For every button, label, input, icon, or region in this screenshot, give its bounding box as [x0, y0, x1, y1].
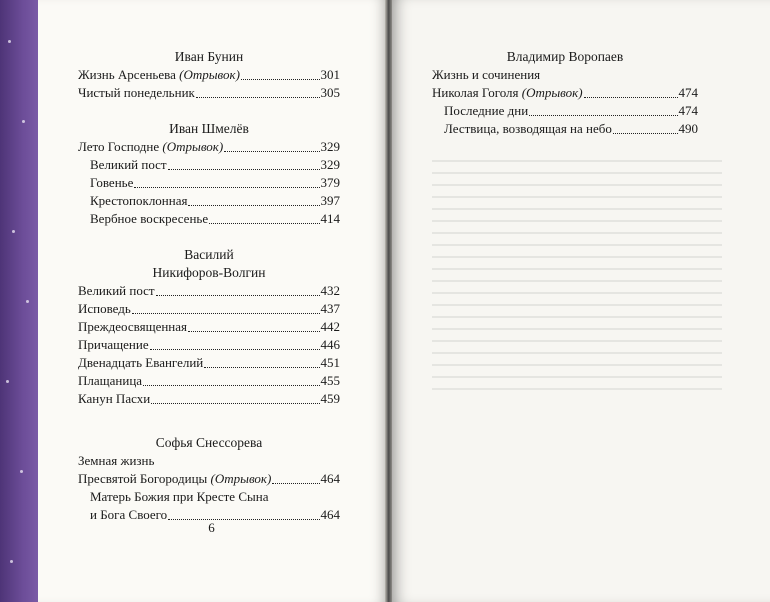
entry-page: 305	[320, 85, 340, 100]
dot-leader	[132, 312, 320, 314]
entry-title-line: Матерь Божия при Кресте Сына	[90, 489, 269, 504]
page-number: 6	[208, 520, 215, 535]
toc-section-snessoreva	[78, 434, 340, 524]
author-name: Владимир Воропаев	[506, 49, 624, 64]
entry-page: 464	[320, 507, 340, 522]
toc-entry	[78, 390, 340, 408]
toc-entry	[78, 470, 340, 488]
entry-page: 459	[320, 391, 340, 406]
dot-leader	[613, 132, 678, 134]
dot-leader	[204, 366, 319, 368]
entry-title: Исповедь	[78, 301, 131, 316]
entry-title: Последние дни	[444, 103, 529, 118]
toc-entry	[78, 318, 340, 336]
entry-title: Пресвятой Богородицы	[78, 471, 211, 486]
toc-entry	[78, 192, 340, 210]
entry-page: 474	[678, 103, 698, 118]
entry-page: 446	[320, 337, 340, 352]
entry-title: Причащение	[78, 337, 149, 352]
dot-leader	[156, 294, 320, 296]
dot-leader	[224, 150, 319, 152]
toc-entry	[78, 138, 340, 156]
entry-note: (Отрывок)	[521, 85, 583, 100]
entry-page: 490	[678, 121, 698, 136]
toc-section-shmelev	[78, 120, 340, 228]
entry-page: 464	[320, 471, 340, 486]
dot-leader	[209, 222, 319, 224]
entry-title: Николая Гоголя	[432, 85, 522, 100]
entry-title: Канун Пасхи	[78, 391, 151, 406]
toc-section-bunin	[78, 48, 340, 102]
entry-note: (Отрывок)	[210, 471, 272, 486]
toc-entry	[78, 66, 340, 84]
entry-page: 329	[320, 157, 340, 172]
entry-title: Великий пост	[90, 157, 167, 172]
dot-leader	[150, 348, 320, 350]
toc-entry	[78, 174, 340, 192]
dot-leader	[272, 482, 319, 484]
left-page	[38, 0, 385, 602]
table-of-contents-left	[78, 48, 340, 542]
toc-entry	[78, 372, 340, 390]
entry-page: 329	[320, 139, 340, 154]
entry-page: 301	[320, 67, 340, 82]
entry-title: Двенадцать Евангелий	[78, 355, 204, 370]
book-cover-edge	[0, 0, 38, 602]
toc-entry	[432, 102, 698, 120]
toc-entry	[78, 210, 340, 228]
toc-entry	[78, 282, 340, 300]
dot-leader	[196, 96, 320, 98]
entry-page: 451	[320, 355, 340, 370]
toc-entry	[432, 84, 698, 102]
entry-title: Крестопоклонная	[90, 193, 188, 208]
entry-page: 437	[320, 301, 340, 316]
entry-note: (Отрывок)	[162, 139, 224, 154]
entry-page: 397	[320, 193, 340, 208]
author-surname: Никифоров-Волгин	[152, 265, 266, 280]
entry-page: 474	[678, 85, 698, 100]
entry-page: 432	[320, 283, 340, 298]
author-name: Иван Бунин	[174, 49, 244, 64]
toc-section-voropaev	[432, 48, 698, 138]
dot-leader	[143, 384, 319, 386]
right-page	[392, 0, 770, 602]
dot-leader	[151, 402, 319, 404]
show-through-text	[432, 150, 722, 500]
entry-title: Преждеосвященная	[78, 319, 188, 334]
toc-entry	[78, 84, 340, 102]
entry-title: Чистый понедельник	[78, 85, 195, 100]
dot-leader	[188, 330, 319, 332]
entry-title: Вербное воскресенье	[90, 211, 209, 226]
dot-leader	[584, 96, 678, 98]
entry-title: Великий пост	[78, 283, 155, 298]
toc-entry	[78, 156, 340, 174]
author-name: Василий	[184, 247, 234, 262]
entry-title: Лето Господне	[78, 139, 163, 154]
author-name: Иван Шмелёв	[169, 121, 249, 136]
dot-leader	[188, 204, 319, 206]
toc-entry	[432, 120, 698, 138]
dot-leader	[529, 114, 677, 116]
author-name: Софья Снессорева	[155, 435, 263, 450]
book-spine-gutter	[385, 0, 392, 602]
toc-entry	[78, 336, 340, 354]
entry-note: (Отрывок)	[179, 67, 240, 82]
entry-page: 379	[320, 175, 340, 190]
entry-title: Плащаница	[78, 373, 143, 388]
toc-section-nikiforov-volgin	[78, 246, 340, 408]
entry-heading: Жизнь и сочинения	[432, 67, 541, 82]
dot-leader	[168, 168, 320, 170]
dot-leader	[134, 186, 319, 188]
entry-heading: Земная жизнь	[78, 453, 155, 468]
entry-title: Говенье	[90, 175, 134, 190]
toc-entry	[78, 300, 340, 318]
toc-entry	[78, 354, 340, 372]
entry-title: Жизнь Арсеньева	[78, 67, 180, 82]
entry-page: 414	[320, 211, 340, 226]
dot-leader	[241, 78, 320, 80]
table-of-contents-right	[432, 48, 698, 156]
entry-title: Лествица, возводящая на небо	[444, 121, 612, 136]
entry-page: 455	[320, 373, 340, 388]
entry-page: 442	[320, 319, 340, 334]
entry-title: и Бога Своего	[90, 507, 168, 522]
